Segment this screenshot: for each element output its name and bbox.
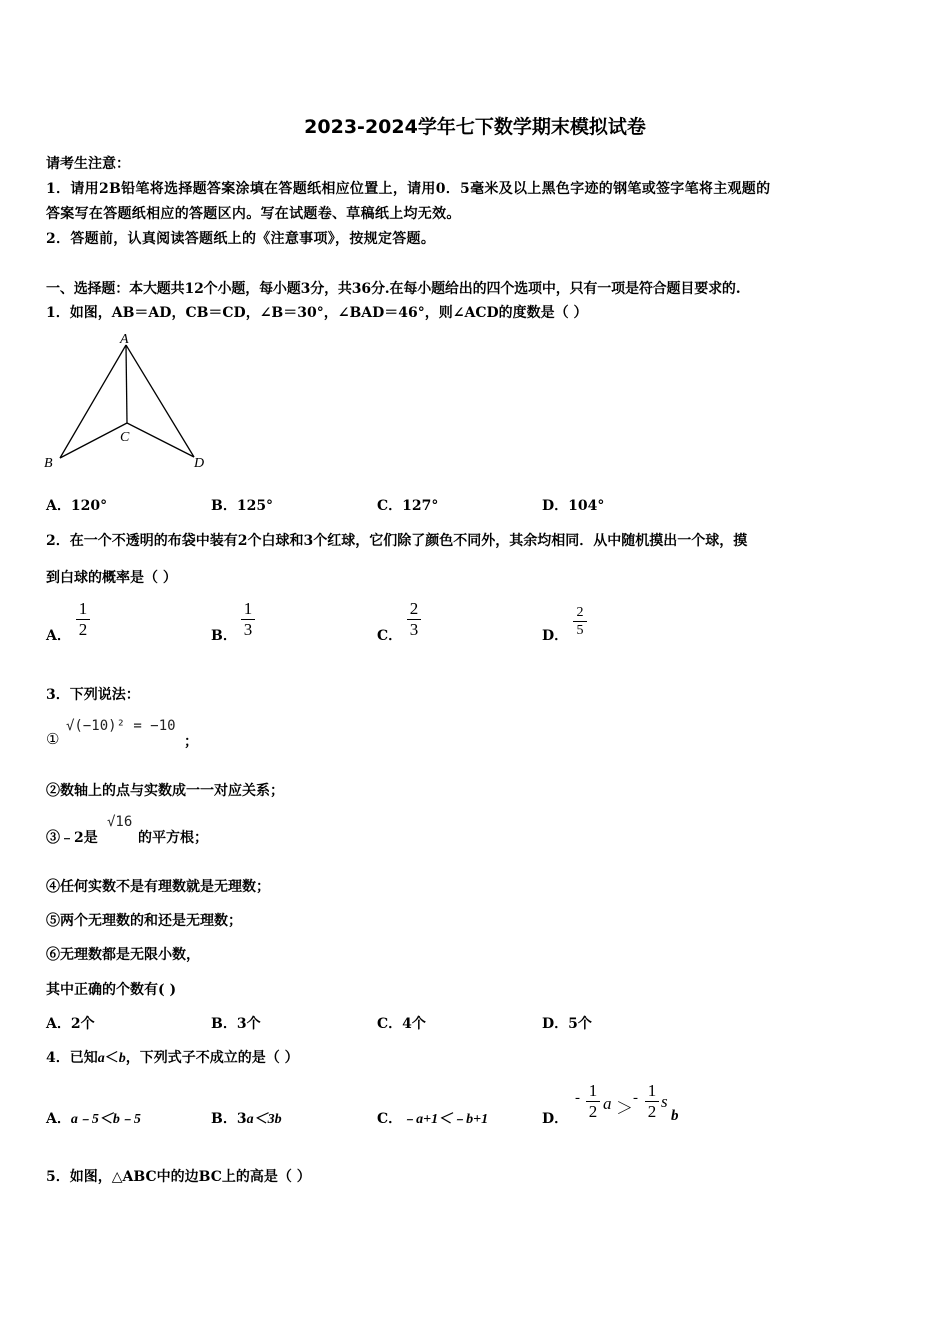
fraction-numerator: 1 xyxy=(588,1081,598,1100)
option-d-minus-2: - xyxy=(633,1090,638,1106)
question-2-option-b-fraction xyxy=(241,600,255,639)
notice-item-1-line-1: 1．请用2B铅笔将选择题答案涂填在答题纸相应位置上，请用0．5毫米及以上黑色字迹的钢笔或签字笔将主观题的 xyxy=(46,181,771,197)
option-a-label: A． xyxy=(46,1111,71,1127)
question-4-stem-prefix: 4．已知 xyxy=(46,1050,98,1066)
question-4-option-c[interactable] xyxy=(377,1108,488,1128)
statement-6: ⑥无理数都是无限小数， xyxy=(46,947,200,963)
variable-a: a xyxy=(97,1051,105,1066)
question-3-stem: 3．下列说法： xyxy=(46,687,140,703)
question-3-option-b[interactable]: B．3个 xyxy=(211,1016,261,1032)
fraction-numerator: 1 xyxy=(78,599,88,618)
fraction-denominator: 5 xyxy=(576,623,584,638)
fraction-numerator: 2 xyxy=(409,599,419,618)
statement-1-math: √(−10)² = −10 xyxy=(66,718,176,734)
fraction-numerator: 1 xyxy=(647,1081,657,1100)
statement-5: ⑤两个无理数的和还是无理数； xyxy=(46,913,242,929)
fraction-numerator: 2 xyxy=(576,605,584,620)
option-c-math: ﹣a+1＜﹣b+1 xyxy=(402,1112,489,1127)
statement-3-prefix: ③﹣2是 xyxy=(46,830,98,846)
question-2-option-c-fraction xyxy=(407,600,421,639)
option-d-variable-a: a xyxy=(603,1094,612,1113)
notice-item-2: 2．答题前，认真阅读答题纸上的《注意事项》，按规定答题。 xyxy=(46,231,436,247)
question-1-option-c[interactable]: C．127° xyxy=(377,498,439,514)
label-a: A xyxy=(120,332,129,347)
option-b-math: a＜3b xyxy=(246,1112,282,1127)
question-2-option-c-label[interactable]: C． xyxy=(377,628,403,644)
option-d-fraction-2 xyxy=(645,1082,659,1121)
question-4-option-d-label[interactable]: D． xyxy=(542,1111,569,1127)
question-1-figure xyxy=(38,330,218,475)
question-3-option-a[interactable]: A．2个 xyxy=(46,1016,95,1032)
section-heading: 一、选择题：本大题共12个小题，每小题3分，共36分.在每小题给出的四个选项中，只有一项是符合题目要求的. xyxy=(46,281,741,297)
fraction-denominator: 2 xyxy=(78,620,88,639)
question-3-option-c[interactable]: C．4个 xyxy=(377,1016,426,1032)
question-4-stem-suffix: ，下列式子不成立的是（ ） xyxy=(125,1050,299,1066)
statement-3-math: √16 xyxy=(107,814,133,830)
fraction-denominator: 2 xyxy=(588,1102,598,1121)
question-5-stem: 5．如图，△ABC中的边BC上的高是（ ） xyxy=(46,1169,311,1185)
notice-item-1-line-2: 答案写在答题纸相应的答题区内。写在试题卷、草稿纸上均无效。 xyxy=(46,206,461,222)
option-d-greater-than: ＞ xyxy=(616,1099,633,1118)
statement-1-end: ； xyxy=(184,734,198,750)
question-2-stem-line-1: 2．在一个不透明的布袋中装有2个白球和3个红球，它们除了颜色不同外，其余均相同．从中随机摸出一个球，摸 xyxy=(46,533,748,549)
statement-3-suffix: 的平方根； xyxy=(138,830,208,846)
fraction-numerator: 1 xyxy=(243,599,253,618)
question-4-option-a[interactable] xyxy=(46,1108,141,1128)
question-2-stem-line-2: 到白球的概率是（ ） xyxy=(46,570,177,586)
question-2-option-a-fraction xyxy=(76,600,90,639)
question-3-ask: 其中正确的个数有( ) xyxy=(46,982,177,998)
segment-ac xyxy=(126,345,127,423)
question-2-option-d-fraction xyxy=(573,605,587,638)
question-1-option-a[interactable]: A．120° xyxy=(46,498,108,514)
variable-b: b xyxy=(118,1051,126,1066)
question-2-option-a-label[interactable]: A． xyxy=(46,628,71,644)
statement-2: ②数轴上的点与实数成一一对应关系； xyxy=(46,783,284,799)
question-1-option-b[interactable]: B．125° xyxy=(211,498,274,514)
fraction-denominator: 3 xyxy=(409,620,419,639)
fraction-denominator: 3 xyxy=(243,620,253,639)
option-b-label: B．3 xyxy=(211,1111,247,1127)
option-d-minus-1: - xyxy=(575,1090,580,1106)
fraction-denominator: 2 xyxy=(647,1102,657,1121)
question-2-option-b-label[interactable]: B． xyxy=(211,628,237,644)
question-1-stem: 1．如图，AB＝AD，CB＝CD，∠B＝30°，∠BAD＝46°，则∠ACD的度数是（ ） xyxy=(46,305,588,321)
page-title: 2023-2024学年七下数学期末模拟试卷 xyxy=(304,116,646,138)
label-b: B xyxy=(44,456,53,471)
question-4-option-b[interactable] xyxy=(211,1108,282,1128)
option-c-label: C． xyxy=(377,1111,403,1127)
notice-heading: 请考生注意： xyxy=(46,156,130,172)
label-c: C xyxy=(120,430,130,445)
question-2-option-d-label[interactable]: D． xyxy=(542,628,569,644)
option-d-variable-b: b xyxy=(671,1108,679,1124)
option-a-math: a﹣5＜b﹣5 xyxy=(70,1112,141,1127)
question-4-stem xyxy=(46,1047,299,1067)
option-d-variable-s: s xyxy=(661,1092,668,1111)
statement-1-mark: ① xyxy=(46,730,60,748)
question-3-option-d[interactable]: D．5个 xyxy=(542,1016,592,1032)
label-d: D xyxy=(194,456,205,471)
less-than-sign: ＜ xyxy=(104,1050,119,1066)
option-d-fraction-1 xyxy=(586,1082,600,1121)
statement-4: ④任何实数不是有理数就是无理数； xyxy=(46,879,270,895)
question-1-option-d[interactable]: D．104° xyxy=(542,498,605,514)
